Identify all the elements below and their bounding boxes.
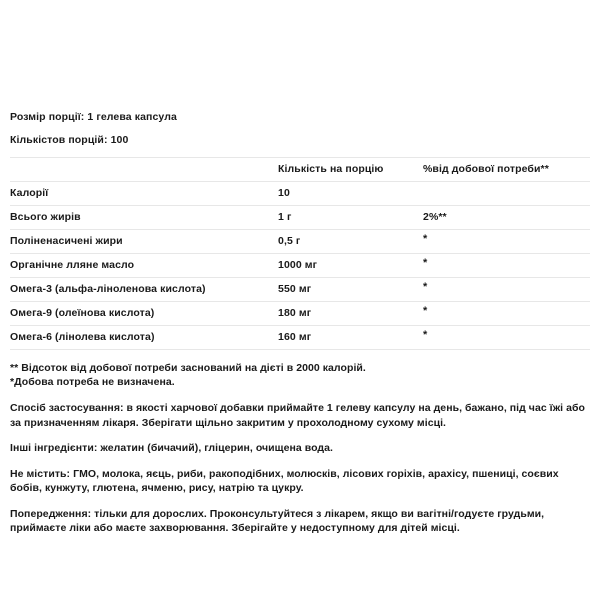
servings-per-container-line: Кількістов порцій: 100: [10, 134, 129, 146]
table-row: [10, 182, 590, 206]
nutrient-amount: 0,5 г: [278, 230, 423, 254]
nutrient-daily-value: [423, 302, 590, 326]
nutrient-name: Калорії: [10, 182, 278, 206]
column-header-amount-per-serving: Кількість на порцію: [278, 158, 423, 182]
nutrition-facts-table: [10, 157, 590, 350]
other-ingredients-paragraph: Інші інгредієнти: желатин (бичачий), гліцерин, очищена вода.: [10, 442, 333, 454]
nutrient-amount: 550 мг: [278, 278, 423, 302]
nutrient-daily-value: 2%**: [423, 206, 590, 230]
table-row: [10, 278, 590, 302]
nutrient-daily-value: [423, 326, 590, 350]
footnote-daily-value: ** Відсоток від добової потреби заснований на дієті в 2000 калорій.: [10, 362, 366, 374]
table-header-row: [10, 158, 590, 182]
nutrient-amount: 1 г: [278, 206, 423, 230]
serving-size-line: Розмір порції: 1 гелева капсула: [10, 111, 177, 123]
column-header-daily-value: %від добової потреби**: [423, 158, 590, 182]
nutrient-name: Омега-9 (олеїнова кислота): [10, 302, 278, 326]
allergen-free-paragraph: Не містить: ГМО, молока, яєць, риби, ракоподібних, молюсків, лісових горіхів, арахісу, пшениці, соєвих бобів, кунжуту, глютена, ячменю, рису, натрію та цукру.: [10, 467, 559, 494]
footnote-not-established: *Добова потреба не визначена.: [10, 376, 175, 388]
footnotes: [10, 361, 590, 389]
nutrient-amount: 10: [278, 182, 423, 206]
spacer: [10, 389, 590, 401]
spacer: [10, 496, 590, 507]
table-header: [10, 158, 590, 182]
nutrient-name: Поліненасичені жири: [10, 230, 278, 254]
nutrient-name: Омега-6 (лінолева кислота): [10, 326, 278, 350]
table-body: [10, 182, 590, 350]
table-row: [10, 254, 590, 278]
table-row: [10, 230, 590, 254]
asterisk-marker: *: [423, 257, 428, 269]
table-row: [10, 326, 590, 350]
asterisk-marker: *: [423, 305, 428, 317]
nutrient-daily-value: [423, 230, 590, 254]
asterisk-marker: *: [423, 233, 428, 245]
nutrient-daily-value: [423, 182, 590, 206]
directions-paragraph: Спосіб застосування: в якості харчової добавки приймайте 1 гелеву капсулу на день, бажано, під час їжі або за призначенням лікаря. Зберігати щільно закритим у прохолодному сухому місці.: [10, 402, 586, 429]
nutrient-amount: 180 мг: [278, 302, 423, 326]
asterisk-marker: *: [423, 281, 428, 293]
nutrient-name: Всього жирів: [10, 206, 278, 230]
table-row: [10, 206, 590, 230]
table-row: [10, 302, 590, 326]
column-header-nutrient: [10, 158, 278, 182]
nutrient-daily-value: [423, 278, 590, 302]
nutrient-name: Органічне лляне масло: [10, 254, 278, 278]
nutrient-amount: 1000 мг: [278, 254, 423, 278]
asterisk-marker: *: [423, 329, 428, 341]
nutrient-daily-value: [423, 254, 590, 278]
nutrient-amount: 160 мг: [278, 326, 423, 350]
serving-info: [10, 0, 590, 147]
warning-paragraph: Попередження: тільки для дорослих. Проконсультуйтеся з лікарем, якщо ви вагітні/годуєте грудьми, приймаєте ліки або маєте захворювання. Зберігайте у недоступному для дітей місці.: [10, 507, 545, 534]
spacer: [10, 456, 590, 467]
spacer: [10, 430, 590, 441]
nutrient-name: Омега-3 (альфа-ліноленова кислота): [10, 278, 278, 302]
